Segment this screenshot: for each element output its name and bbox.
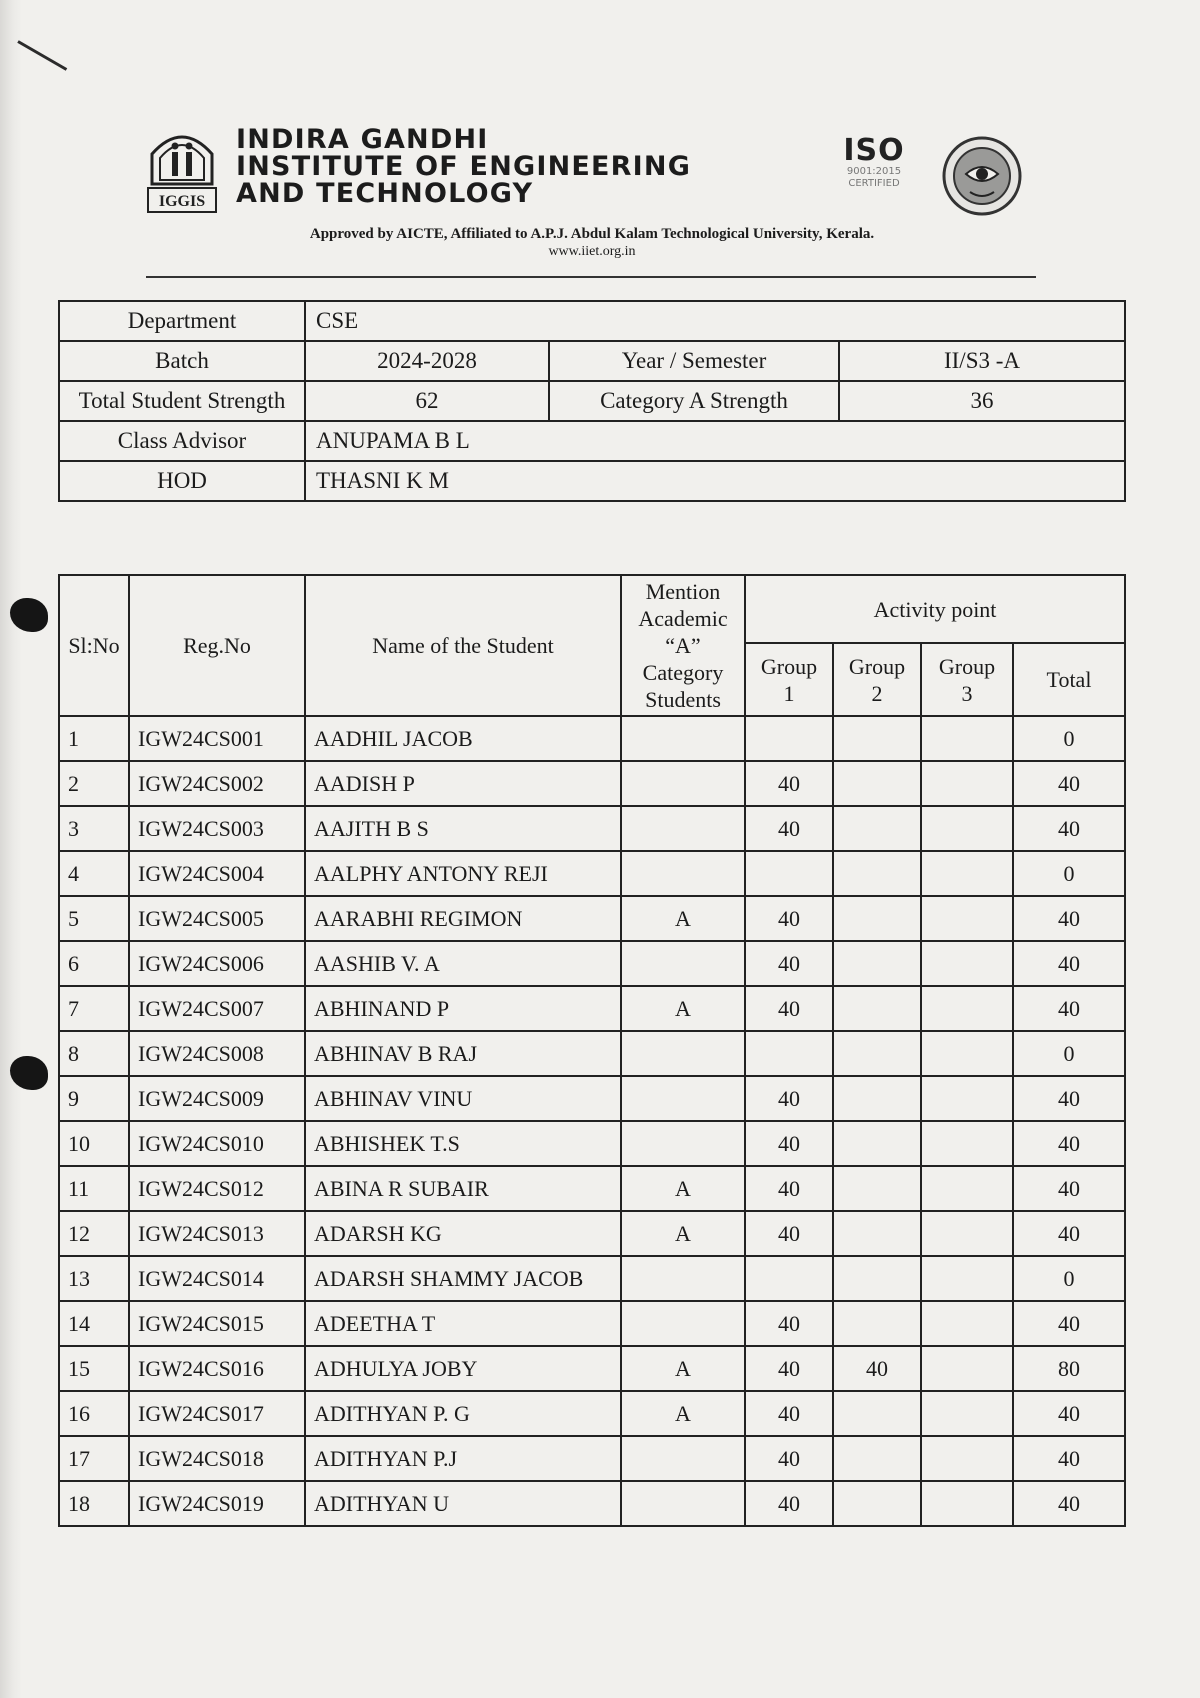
cell-group-1: 40 xyxy=(745,1436,833,1481)
cell-sl-no: 6 xyxy=(59,941,129,986)
header-group-1 xyxy=(745,643,833,716)
cell-group-3 xyxy=(921,1436,1013,1481)
header-mention-line-4: Category xyxy=(642,660,724,685)
cell-group-3 xyxy=(921,896,1013,941)
cell-group-2 xyxy=(833,1121,921,1166)
cell-group-1: 40 xyxy=(745,1391,833,1436)
cell-total: 40 xyxy=(1013,941,1125,986)
table-row xyxy=(59,1301,1125,1346)
cell-student-name: ADARSH KG xyxy=(305,1211,621,1256)
cell-group-3 xyxy=(921,1391,1013,1436)
cell-category-a: A xyxy=(621,1391,745,1436)
iso-badge-certified: CERTIFIED xyxy=(848,178,900,189)
cell-group-1 xyxy=(745,716,833,761)
cell-reg-no: IGW24CS007 xyxy=(129,986,305,1031)
cell-sl-no: 18 xyxy=(59,1481,129,1526)
cell-group-3 xyxy=(921,1211,1013,1256)
table-row xyxy=(59,1346,1125,1391)
header-mention-line-1: Mention xyxy=(645,579,721,604)
iso-badge-standard: 9001:2015 xyxy=(846,166,902,177)
cell-reg-no: IGW24CS013 xyxy=(129,1211,305,1256)
cell-reg-no: IGW24CS004 xyxy=(129,851,305,896)
cell-group-3 xyxy=(921,986,1013,1031)
cell-total: 40 xyxy=(1013,806,1125,851)
table-row xyxy=(59,1391,1125,1436)
cell-category-a xyxy=(621,716,745,761)
cell-category-a xyxy=(621,1436,745,1481)
department-value: CSE xyxy=(305,301,1125,341)
cell-category-a xyxy=(621,806,745,851)
cell-group-1 xyxy=(745,1256,833,1301)
cell-student-name: ADEETHA T xyxy=(305,1301,621,1346)
header-reg-no: Reg.No xyxy=(129,575,305,716)
cell-category-a xyxy=(621,1121,745,1166)
logo-text: IGGIS xyxy=(158,193,206,210)
cell-group-1: 40 xyxy=(745,896,833,941)
cell-student-name: ADARSH SHAMMY JACOB xyxy=(305,1256,621,1301)
table-row xyxy=(59,851,1125,896)
cell-category-a xyxy=(621,1256,745,1301)
header-group-2-number: 2 xyxy=(871,680,883,706)
cell-group-3 xyxy=(921,1481,1013,1526)
cell-group-1: 40 xyxy=(745,1481,833,1526)
table-row xyxy=(59,1481,1125,1526)
cell-sl-no: 12 xyxy=(59,1211,129,1256)
table-row xyxy=(59,1166,1125,1211)
table-row xyxy=(59,1121,1125,1166)
department-label: Department xyxy=(59,301,305,341)
cell-sl-no: 11 xyxy=(59,1166,129,1211)
cell-group-3 xyxy=(921,761,1013,806)
cell-group-1: 40 xyxy=(745,1076,833,1121)
cell-student-name: AALPHY ANTONY REJI xyxy=(305,851,621,896)
cell-group-3 xyxy=(921,716,1013,761)
cell-total: 0 xyxy=(1013,716,1125,761)
cell-reg-no: IGW24CS019 xyxy=(129,1481,305,1526)
cell-group-3 xyxy=(921,1121,1013,1166)
pen-stroke-mark xyxy=(17,40,67,71)
accreditation-seal-icon xyxy=(940,134,1024,218)
cell-group-2 xyxy=(833,1256,921,1301)
cell-group-1: 40 xyxy=(745,941,833,986)
header-mention-line-2: Academic xyxy=(638,606,728,631)
cell-group-2 xyxy=(833,1481,921,1526)
cell-sl-no: 16 xyxy=(59,1391,129,1436)
cell-sl-no: 5 xyxy=(59,896,129,941)
cell-reg-no: IGW24CS008 xyxy=(129,1031,305,1076)
batch-value: 2024-2028 xyxy=(305,341,549,381)
table-row xyxy=(59,986,1125,1031)
cell-category-a xyxy=(621,1301,745,1346)
cell-group-2 xyxy=(833,941,921,986)
batch-label: Batch xyxy=(59,341,305,381)
cell-category-a xyxy=(621,1481,745,1526)
cell-total: 40 xyxy=(1013,1076,1125,1121)
cell-total: 40 xyxy=(1013,1436,1125,1481)
cell-category-a xyxy=(621,1076,745,1121)
header-group-2 xyxy=(833,643,921,716)
cell-category-a xyxy=(621,761,745,806)
year-semester-value: II/S3 -A xyxy=(839,341,1125,381)
cell-group-2 xyxy=(833,1436,921,1481)
student-activity-table xyxy=(58,574,1126,1527)
header-student-name: Name of the Student xyxy=(305,575,621,716)
cell-student-name: ADITHYAN U xyxy=(305,1481,621,1526)
cell-student-name: AAJITH B S xyxy=(305,806,621,851)
cell-group-2 xyxy=(833,761,921,806)
cell-reg-no: IGW24CS010 xyxy=(129,1121,305,1166)
header-group-3-word: Group xyxy=(938,653,996,679)
header-group-1-number: 1 xyxy=(783,680,795,706)
cell-group-2 xyxy=(833,986,921,1031)
iso-badge-text: ISO xyxy=(843,133,905,168)
cell-reg-no: IGW24CS002 xyxy=(129,761,305,806)
cell-total: 40 xyxy=(1013,1121,1125,1166)
hod-label: HOD xyxy=(59,461,305,501)
website-link[interactable]: www.iiet.org.in xyxy=(548,244,636,259)
cell-total: 0 xyxy=(1013,1256,1125,1301)
cell-group-2 xyxy=(833,1301,921,1346)
cell-total: 40 xyxy=(1013,1211,1125,1256)
cell-total: 40 xyxy=(1013,1391,1125,1436)
cell-reg-no: IGW24CS009 xyxy=(129,1076,305,1121)
cell-group-1: 40 xyxy=(745,986,833,1031)
cell-group-1: 40 xyxy=(745,1121,833,1166)
cell-reg-no: IGW24CS001 xyxy=(129,716,305,761)
cell-group-2 xyxy=(833,716,921,761)
cell-total: 40 xyxy=(1013,986,1125,1031)
cell-student-name: ABHINAND P xyxy=(305,986,621,1031)
cell-group-3 xyxy=(921,806,1013,851)
table-row xyxy=(59,1256,1125,1301)
cell-category-a: A xyxy=(621,1346,745,1391)
cell-category-a: A xyxy=(621,896,745,941)
category-a-strength-label: Category A Strength xyxy=(549,381,839,421)
cell-student-name: ABINA R SUBAIR xyxy=(305,1166,621,1211)
header-group-1-word: Group xyxy=(760,653,818,679)
cell-group-2 xyxy=(833,806,921,851)
cell-group-3 xyxy=(921,1031,1013,1076)
cell-reg-no: IGW24CS005 xyxy=(129,896,305,941)
hod-value: THASNI K M xyxy=(305,461,1125,501)
cell-sl-no: 1 xyxy=(59,716,129,761)
cell-group-2 xyxy=(833,896,921,941)
header-mention-line-5: Students xyxy=(645,687,721,712)
cell-group-1: 40 xyxy=(745,806,833,851)
cell-total: 0 xyxy=(1013,851,1125,896)
institute-name-line-3: AND TECHNOLOGY xyxy=(236,178,534,209)
cell-group-1 xyxy=(745,1031,833,1076)
cell-group-2: 40 xyxy=(833,1346,921,1391)
cell-group-2 xyxy=(833,1031,921,1076)
cell-student-name: ABHINAV VINU xyxy=(305,1076,621,1121)
cell-category-a: A xyxy=(621,1211,745,1256)
header-total: Total xyxy=(1013,643,1125,716)
cell-reg-no: IGW24CS012 xyxy=(129,1166,305,1211)
header-activity-point: Activity point xyxy=(745,575,1125,643)
cell-group-3 xyxy=(921,1256,1013,1301)
cell-reg-no: IGW24CS018 xyxy=(129,1436,305,1481)
cell-student-name: ADITHYAN P. G xyxy=(305,1391,621,1436)
cell-category-a xyxy=(621,1031,745,1076)
table-row xyxy=(59,1076,1125,1121)
cell-total: 40 xyxy=(1013,1166,1125,1211)
header-sl-no: Sl:No xyxy=(59,575,129,716)
cell-total: 40 xyxy=(1013,896,1125,941)
cell-sl-no: 4 xyxy=(59,851,129,896)
cell-sl-no: 13 xyxy=(59,1256,129,1301)
cell-total: 40 xyxy=(1013,1481,1125,1526)
cell-group-2 xyxy=(833,1391,921,1436)
cell-sl-no: 9 xyxy=(59,1076,129,1121)
cell-category-a xyxy=(621,851,745,896)
cell-group-1: 40 xyxy=(745,1346,833,1391)
class-advisor-value: ANUPAMA B L xyxy=(305,421,1125,461)
approval-text xyxy=(232,226,952,260)
institute-logo-icon xyxy=(146,122,218,214)
cell-student-name: ADITHYAN P.J xyxy=(305,1436,621,1481)
cell-group-2 xyxy=(833,1166,921,1211)
category-a-strength-value: 36 xyxy=(839,381,1125,421)
year-semester-label: Year / Semester xyxy=(549,341,839,381)
institute-name-line-1: INDIRA GANDHI xyxy=(236,124,489,155)
cell-group-1 xyxy=(745,851,833,896)
institute-name xyxy=(236,126,691,207)
table-row xyxy=(59,941,1125,986)
cell-sl-no: 10 xyxy=(59,1121,129,1166)
total-strength-label: Total Student Strength xyxy=(59,381,305,421)
cell-sl-no: 17 xyxy=(59,1436,129,1481)
cell-category-a: A xyxy=(621,1166,745,1211)
table-row xyxy=(59,761,1125,806)
cell-student-name: AASHIB V. A xyxy=(305,941,621,986)
header-mention-academic xyxy=(621,575,745,716)
iso-badge xyxy=(832,133,916,190)
cell-total: 80 xyxy=(1013,1346,1125,1391)
table-row xyxy=(59,896,1125,941)
header-group-3-number: 3 xyxy=(961,680,973,706)
cell-total: 0 xyxy=(1013,1031,1125,1076)
table-row xyxy=(59,1211,1125,1256)
cell-sl-no: 14 xyxy=(59,1301,129,1346)
cell-group-1: 40 xyxy=(745,1211,833,1256)
cell-reg-no: IGW24CS015 xyxy=(129,1301,305,1346)
approval-line: Approved by AICTE, Affiliated to A.P.J. Abdul Kalam Technological University, Kerala. xyxy=(309,226,875,242)
class-info-table xyxy=(58,300,1126,502)
page-edge-shadow xyxy=(0,0,22,1698)
cell-reg-no: IGW24CS017 xyxy=(129,1391,305,1436)
cell-sl-no: 3 xyxy=(59,806,129,851)
cell-category-a xyxy=(621,941,745,986)
institute-name-line-2: INSTITUTE OF ENGINEERING xyxy=(236,151,692,182)
cell-group-3 xyxy=(921,1166,1013,1211)
cell-group-3 xyxy=(921,1301,1013,1346)
cell-reg-no: IGW24CS016 xyxy=(129,1346,305,1391)
cell-total: 40 xyxy=(1013,761,1125,806)
cell-group-1: 40 xyxy=(745,1301,833,1346)
cell-student-name: AADHIL JACOB xyxy=(305,716,621,761)
header-mention-line-3: “A” xyxy=(665,633,701,658)
cell-group-3 xyxy=(921,1076,1013,1121)
cell-reg-no: IGW24CS006 xyxy=(129,941,305,986)
table-row xyxy=(59,1031,1125,1076)
cell-group-1: 40 xyxy=(745,761,833,806)
cell-group-1: 40 xyxy=(745,1166,833,1211)
cell-sl-no: 7 xyxy=(59,986,129,1031)
cell-student-name: AADISH P xyxy=(305,761,621,806)
cell-student-name: ABHISHEK T.S xyxy=(305,1121,621,1166)
cell-group-3 xyxy=(921,851,1013,896)
cell-sl-no: 15 xyxy=(59,1346,129,1391)
cell-group-2 xyxy=(833,1211,921,1256)
cell-reg-no: IGW24CS003 xyxy=(129,806,305,851)
table-row xyxy=(59,716,1125,761)
cell-student-name: ADHULYA JOBY xyxy=(305,1346,621,1391)
table-row xyxy=(59,1436,1125,1481)
cell-sl-no: 8 xyxy=(59,1031,129,1076)
header-group-2-word: Group xyxy=(848,653,906,679)
cell-student-name: AARABHI REGIMON xyxy=(305,896,621,941)
cell-reg-no: IGW24CS014 xyxy=(129,1256,305,1301)
cell-category-a: A xyxy=(621,986,745,1031)
cell-group-2 xyxy=(833,851,921,896)
cell-total: 40 xyxy=(1013,1301,1125,1346)
header-divider xyxy=(146,276,1036,278)
cell-sl-no: 2 xyxy=(59,761,129,806)
total-strength-value: 62 xyxy=(305,381,549,421)
cell-group-3 xyxy=(921,1346,1013,1391)
cell-group-2 xyxy=(833,1076,921,1121)
header-group-3 xyxy=(921,643,1013,716)
table-row xyxy=(59,806,1125,851)
cell-group-3 xyxy=(921,941,1013,986)
cell-student-name: ABHINAV B RAJ xyxy=(305,1031,621,1076)
class-advisor-label: Class Advisor xyxy=(59,421,305,461)
